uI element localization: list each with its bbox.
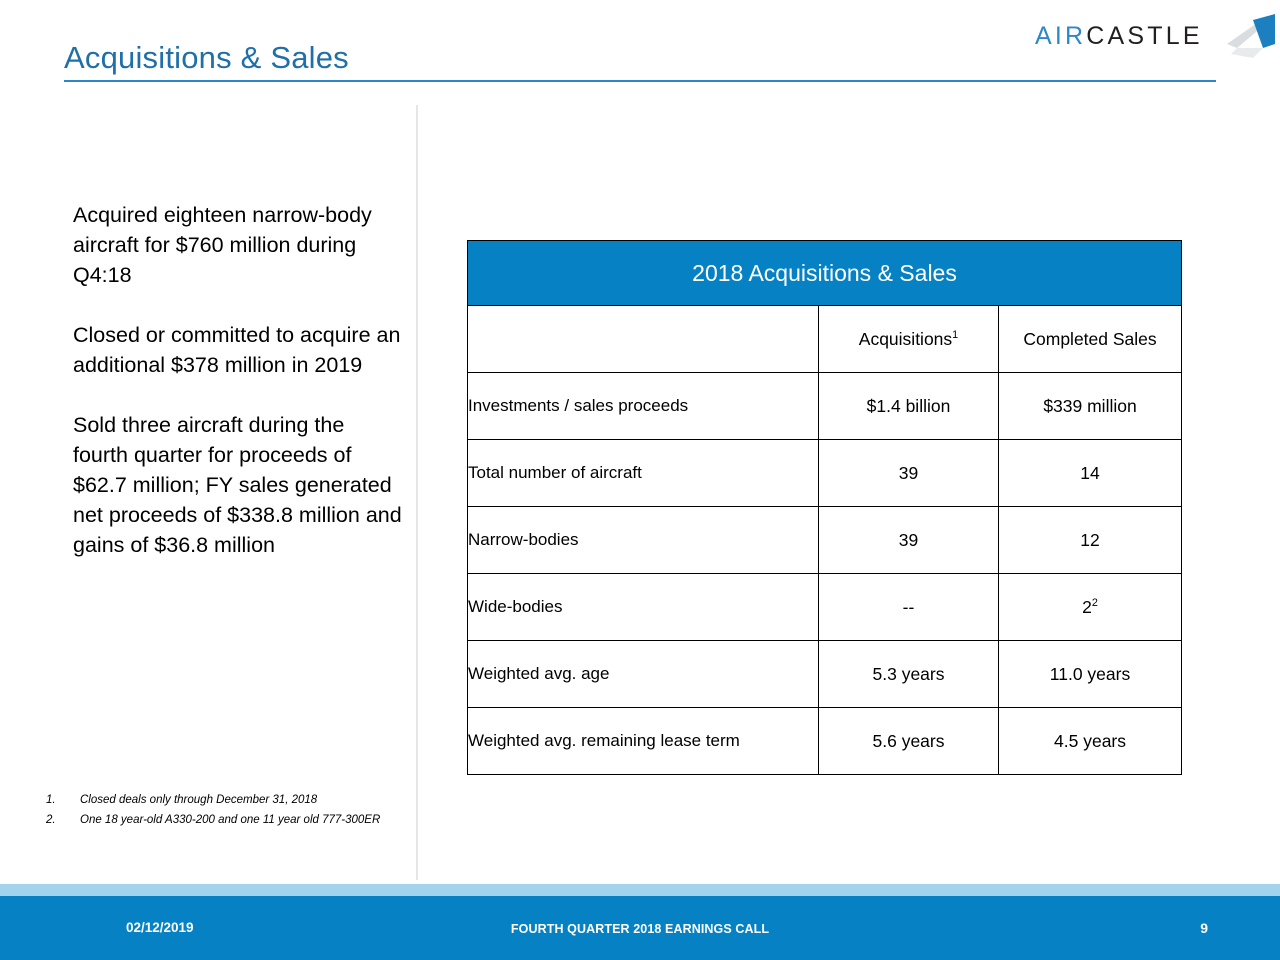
- footnote-text: One 18 year-old A330-200 and one 11 year old 777-300ER: [80, 814, 381, 826]
- table-row: [468, 507, 1182, 574]
- table-row: [468, 708, 1182, 775]
- slide-header: [0, 0, 1280, 100]
- row-value-acquisitions: $1.4 billion: [819, 373, 999, 440]
- row-label: Wide-bodies: [468, 574, 819, 641]
- footer-date: 02/12/2019: [126, 920, 194, 935]
- footer-page-number: 9: [1200, 920, 1208, 936]
- row-value-text: 2: [1082, 596, 1092, 617]
- logo-wordmark: [1035, 22, 1203, 51]
- row-value-acquisitions: 5.3 years: [819, 641, 999, 708]
- footnote-number: 1.: [46, 794, 56, 806]
- table-header-completed-sales: Completed Sales: [999, 306, 1182, 373]
- header-label-acquisitions: Acquisitions: [858, 328, 953, 349]
- title-underline-rule: [64, 80, 1216, 82]
- row-value-completed-sales: [999, 574, 1182, 641]
- footnotes-block: [46, 790, 416, 830]
- table-header-acquisitions: [819, 306, 999, 373]
- bullet-item: Sold three aircraft during the fourth quarter for proceeds of $62.7 million; FY sales generated net proceeds of $338.8 million and gains of $36.8 million: [73, 413, 402, 557]
- table-header-row: [468, 306, 1182, 373]
- table-row: [468, 440, 1182, 507]
- row-value-completed-sales: 12: [999, 507, 1182, 574]
- page-title: Acquisitions & Sales: [64, 40, 349, 75]
- footnote-item: [46, 810, 416, 830]
- row-label: Weighted avg. remaining lease term: [468, 708, 819, 775]
- footer-title: FOURTH QUARTER 2018 EARNINGS CALL: [510, 922, 770, 936]
- logo-text-castle: CASTLE: [1086, 22, 1203, 50]
- row-value-acquisitions: 39: [819, 440, 999, 507]
- table-row: [468, 574, 1182, 641]
- row-value-completed-sales: 14: [999, 440, 1182, 507]
- footer-accent-strip: [0, 884, 1280, 896]
- logo-swoosh-icon: [1223, 14, 1275, 60]
- row-value-acquisitions: 5.6 years: [819, 708, 999, 775]
- row-label: Investments / sales proceeds: [468, 373, 819, 440]
- row-label: Narrow-bodies: [468, 507, 819, 574]
- table-banner-title: 2018 Acquisitions & Sales: [468, 241, 1182, 306]
- row-footnote-marker: 2: [1091, 596, 1098, 609]
- footnote-number: 2.: [46, 814, 56, 826]
- footnote-text: Closed deals only through December 31, 2018: [80, 794, 318, 806]
- row-label: Weighted avg. age: [468, 641, 819, 708]
- aircastle-logo: [1035, 14, 1271, 60]
- table-header-blank: [468, 306, 819, 373]
- footnote-item: [46, 790, 416, 810]
- header-footnote-marker: 1: [952, 328, 959, 341]
- table-banner-row: [468, 241, 1182, 306]
- row-value-acquisitions: --: [819, 574, 999, 641]
- bullet-item: Acquired eighteen narrow-body aircraft for $760 million during Q4:18: [73, 203, 372, 287]
- table-row: [468, 641, 1182, 708]
- acquisitions-sales-table: [467, 240, 1182, 775]
- row-value-completed-sales: 4.5 years: [999, 708, 1182, 775]
- row-value-acquisitions: 39: [819, 507, 999, 574]
- logo-text-air: AIR: [1035, 22, 1087, 50]
- bullet-item: Closed or committed to acquire an additional $378 million in 2019: [73, 323, 401, 377]
- table-row: [468, 373, 1182, 440]
- row-value-completed-sales: $339 million: [999, 373, 1182, 440]
- row-value-completed-sales: 11.0 years: [999, 641, 1182, 708]
- row-label: Total number of aircraft: [468, 440, 819, 507]
- bullet-column: [73, 200, 403, 560]
- column-divider: [416, 105, 418, 880]
